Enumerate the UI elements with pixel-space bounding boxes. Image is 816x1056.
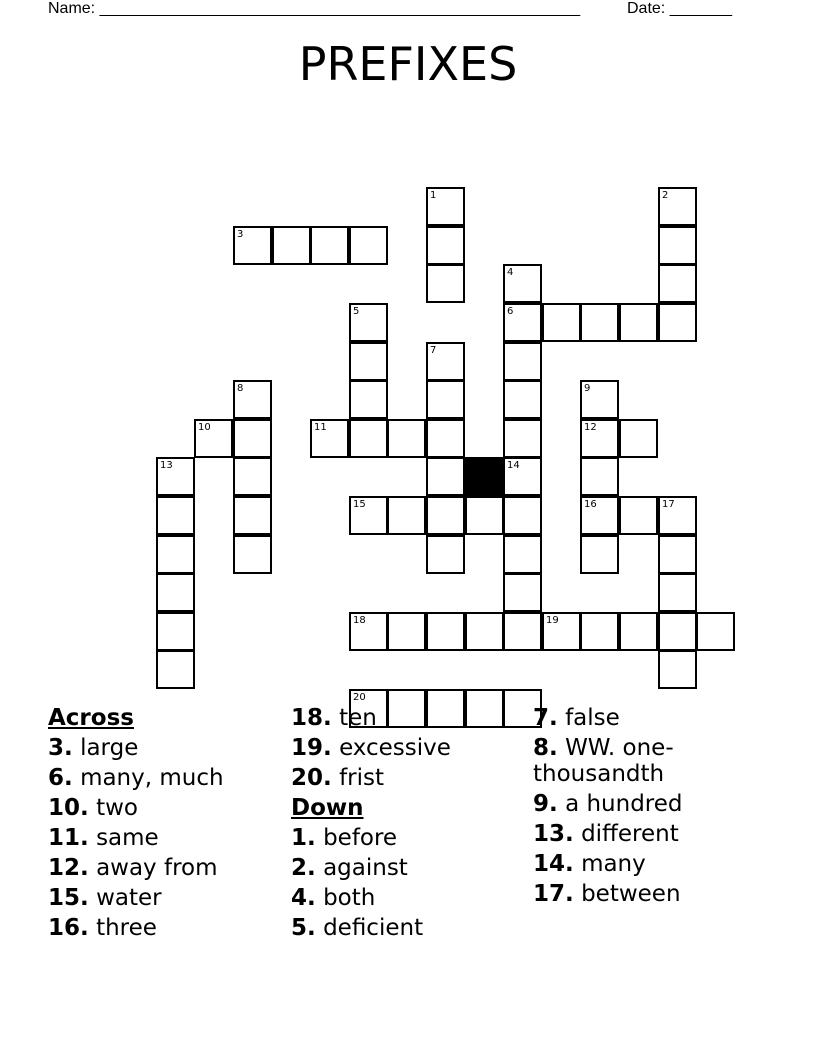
clue-number-label: 4.: [291, 885, 316, 911]
clue-number-label: 9.: [533, 791, 558, 817]
clue-number: 14: [507, 460, 520, 471]
clue-number: 3: [237, 229, 244, 240]
crossword-cell[interactable]: [619, 419, 658, 458]
crossword-cell[interactable]: [233, 226, 272, 265]
clue-number: 1: [430, 190, 437, 201]
clue-text: two: [96, 795, 138, 821]
clue-number: 17: [662, 499, 675, 510]
clue-number: 18: [353, 615, 366, 626]
clue-item: [291, 733, 451, 763]
clue-item: [291, 823, 451, 853]
crossword-cell[interactable]: [542, 612, 581, 651]
crossword-cell[interactable]: [658, 496, 697, 535]
clue-text: both: [323, 885, 376, 911]
clue-text: different: [581, 821, 679, 847]
clue-text: frist: [339, 765, 385, 791]
clues-column-1: [48, 703, 224, 943]
crossword-cell[interactable]: [658, 303, 697, 342]
clue-item: [533, 733, 773, 789]
crossword-cell[interactable]: [310, 226, 349, 265]
clue-item: [291, 703, 451, 733]
crossword-cell[interactable]: [658, 650, 697, 689]
crossword-cell[interactable]: [349, 226, 388, 265]
crossword-cell[interactable]: [658, 612, 697, 651]
clue-item: [48, 733, 224, 763]
clue-number-label: 8.: [533, 735, 558, 761]
clue-text: three: [96, 915, 157, 941]
clue-item: [533, 819, 773, 849]
crossword-cell[interactable]: [156, 573, 195, 612]
clue-item: [48, 883, 224, 913]
clue-number-label: 6.: [48, 765, 73, 791]
clue-text: away from: [96, 855, 218, 881]
clue-item: [533, 703, 773, 733]
crossword-cell[interactable]: [580, 380, 619, 419]
clue-number: 8: [237, 383, 244, 394]
clue-number-label: 13.: [533, 821, 574, 847]
clue-number-label: 15.: [48, 885, 89, 911]
crossword-cell[interactable]: [465, 496, 504, 535]
clue-number-label: 11.: [48, 825, 89, 851]
crossword-cell[interactable]: [426, 457, 465, 496]
crossword-cell[interactable]: [503, 342, 542, 381]
clue-item: [48, 823, 224, 853]
crossword-cell[interactable]: [426, 419, 465, 458]
crossword-cell[interactable]: [426, 342, 465, 381]
clue-text: between: [581, 881, 681, 907]
crossword-cell[interactable]: [310, 419, 349, 458]
clue-number: 4: [507, 267, 514, 278]
name-field-label[interactable]: Name: ______________________________________________________: [48, 0, 581, 17]
clue-number-label: 7.: [533, 705, 558, 731]
clue-text: a hundred: [565, 791, 683, 817]
crossword-cell[interactable]: [156, 496, 195, 535]
clue-item: [533, 879, 773, 909]
clue-text: excessive: [339, 735, 451, 761]
crossword-cell[interactable]: [503, 419, 542, 458]
crossword-cell[interactable]: [580, 457, 619, 496]
clue-text: same: [96, 825, 159, 851]
clue-number: 2: [662, 190, 669, 201]
crossword-cell[interactable]: [426, 264, 465, 303]
crossword-cell[interactable]: [658, 187, 697, 226]
crossword-cell[interactable]: [580, 535, 619, 574]
crossword-cell[interactable]: [349, 419, 388, 458]
clue-text: water: [96, 885, 162, 911]
crossword-cell[interactable]: [233, 496, 272, 535]
crossword-cell[interactable]: [503, 612, 542, 651]
crossword-cell[interactable]: [426, 535, 465, 574]
crossword-cell[interactable]: [580, 419, 619, 458]
clue-number-label: 2.: [291, 855, 316, 881]
clue-text: many, much: [80, 765, 224, 791]
crossword-cell[interactable]: [503, 535, 542, 574]
crossword-cell[interactable]: [465, 689, 504, 728]
crossword-cell[interactable]: [194, 419, 233, 458]
crossword-cell[interactable]: [619, 496, 658, 535]
clue-item: [48, 913, 224, 943]
crossword-cell[interactable]: [156, 650, 195, 689]
clue-number-label: 5.: [291, 915, 316, 941]
crossword-cell[interactable]: [658, 264, 697, 303]
clue-text: many: [581, 851, 646, 877]
crossword-cell[interactable]: [658, 573, 697, 612]
crossword-cell[interactable]: [426, 226, 465, 265]
date-field-label[interactable]: Date: _______: [627, 0, 732, 17]
clue-number: 10: [198, 422, 211, 433]
crossword-cell[interactable]: [387, 612, 426, 651]
crossword-cell[interactable]: [272, 226, 311, 265]
crossword-cell[interactable]: [503, 264, 542, 303]
crossword-cell[interactable]: [503, 303, 542, 342]
clue-item: [48, 793, 224, 823]
crossword-cell[interactable]: [619, 303, 658, 342]
clue-item: [291, 763, 451, 793]
crossword-cell[interactable]: [658, 226, 697, 265]
crossword-cell[interactable]: [580, 612, 619, 651]
crossword-cell[interactable]: [542, 303, 581, 342]
clue-text: false: [565, 705, 620, 731]
clue-number-label: 3.: [48, 735, 73, 761]
clue-number-label: 17.: [533, 881, 574, 907]
clue-item: [291, 913, 451, 943]
clue-number: 19: [546, 615, 559, 626]
crossword-cell[interactable]: [156, 457, 195, 496]
crossword-cell[interactable]: [503, 380, 542, 419]
clue-number: 12: [584, 422, 597, 433]
black-square: [465, 457, 504, 496]
clue-number-label: 16.: [48, 915, 89, 941]
clue-number-label: 20.: [291, 765, 332, 791]
crossword-cell[interactable]: [349, 342, 388, 381]
crossword-cell[interactable]: [233, 457, 272, 496]
crossword-cell[interactable]: [503, 457, 542, 496]
clue-item: [291, 883, 451, 913]
crossword-cell[interactable]: [658, 535, 697, 574]
crossword-cell[interactable]: [387, 496, 426, 535]
clue-number-label: 19.: [291, 735, 332, 761]
clue-number-label: 18.: [291, 705, 332, 731]
crossword-cell[interactable]: [426, 380, 465, 419]
crossword-cell[interactable]: [426, 496, 465, 535]
crossword-cell[interactable]: [387, 419, 426, 458]
clue-item: [533, 849, 773, 879]
crossword-cell[interactable]: [426, 187, 465, 226]
clue-number: 11: [314, 422, 327, 433]
clue-number-label: 1.: [291, 825, 316, 851]
clue-number: 15: [353, 499, 366, 510]
crossword-cell[interactable]: [349, 380, 388, 419]
clue-text: WW. one-thousandth: [533, 735, 674, 787]
clues-column-2: [291, 703, 451, 943]
clue-text: deficient: [323, 915, 424, 941]
clue-item: [291, 853, 451, 883]
crossword-cell[interactable]: [696, 612, 735, 651]
clue-number: 6: [507, 306, 514, 317]
clue-item: [48, 763, 224, 793]
clue-number-label: 14.: [533, 851, 574, 877]
clue-number-label: 10.: [48, 795, 89, 821]
clue-number: 16: [584, 499, 597, 510]
crossword-cell[interactable]: [233, 419, 272, 458]
clue-item: [533, 789, 773, 819]
crossword-cell[interactable]: [349, 612, 388, 651]
crossword-cell[interactable]: [465, 612, 504, 651]
clue-item: [48, 853, 224, 883]
across-heading: Across: [48, 705, 134, 731]
clue-text: large: [80, 735, 139, 761]
clue-number: 5: [353, 306, 360, 317]
clue-number: 7: [430, 345, 437, 356]
crossword-cell[interactable]: [619, 612, 658, 651]
clue-text: before: [323, 825, 398, 851]
crossword-cell[interactable]: [349, 496, 388, 535]
clue-number: 20: [353, 692, 366, 703]
clue-number: 9: [584, 383, 591, 394]
crossword-cell[interactable]: [233, 380, 272, 419]
clue-text: ten: [339, 705, 377, 731]
crossword-cell[interactable]: [426, 612, 465, 651]
page-title: PREFIXES: [298, 37, 518, 91]
clue-number: 13: [160, 460, 173, 471]
down-heading: Down: [291, 795, 364, 821]
crossword-cell[interactable]: [580, 303, 619, 342]
crossword-cell[interactable]: [580, 496, 619, 535]
crossword-cell[interactable]: [156, 612, 195, 651]
clue-number-label: 12.: [48, 855, 89, 881]
crossword-cell[interactable]: [156, 535, 195, 574]
clues-column-3: [533, 703, 773, 909]
crossword-cell[interactable]: [349, 303, 388, 342]
crossword-cell[interactable]: [503, 496, 542, 535]
clue-text: against: [323, 855, 408, 881]
crossword-cell[interactable]: [233, 535, 272, 574]
crossword-cell[interactable]: [503, 573, 542, 612]
